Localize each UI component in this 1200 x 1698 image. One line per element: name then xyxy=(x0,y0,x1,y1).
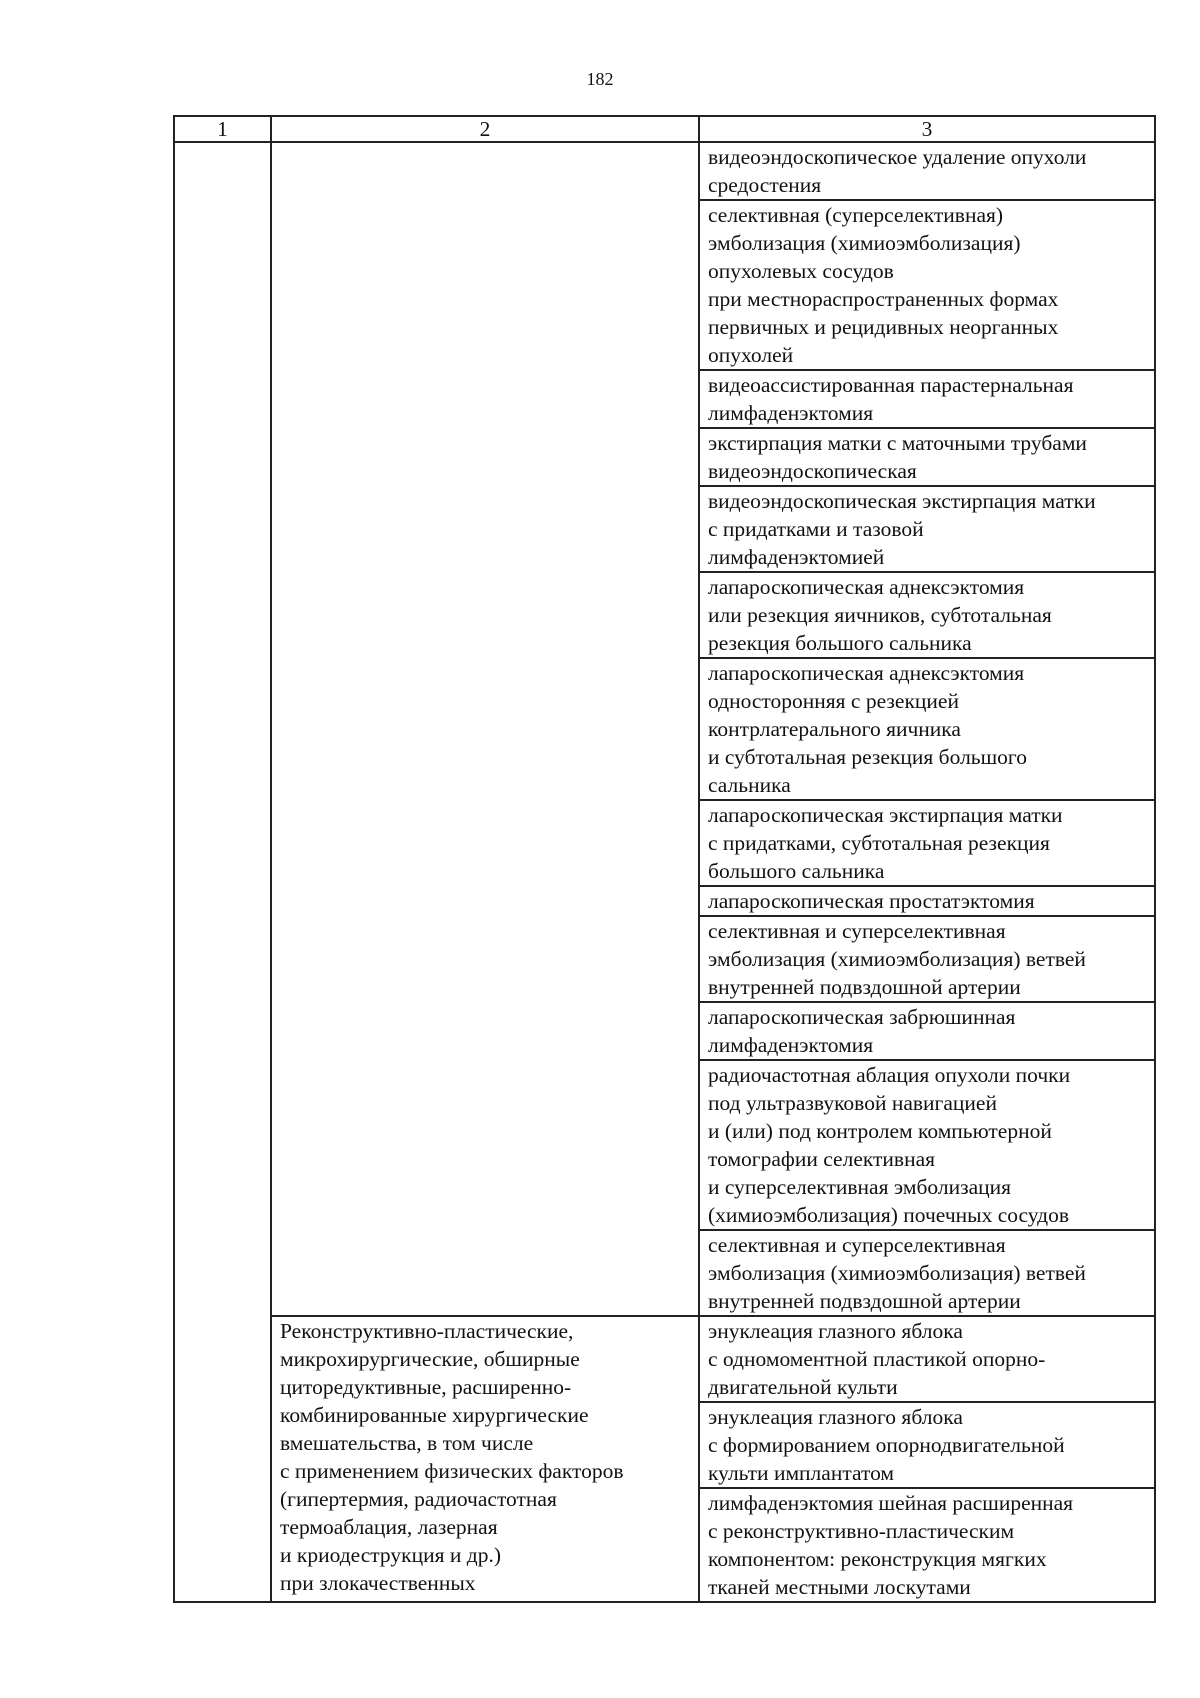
procedures-table xyxy=(173,115,1156,1603)
procedure-cell: лапароскопическая забрюшинная лимфаденэктомия xyxy=(699,1002,1155,1060)
procedure-cell: видеоэндоскопическая экстирпация матки с придатками и тазовой лимфаденэктомией xyxy=(699,486,1155,572)
column-header-2: 2 xyxy=(271,116,699,142)
procedure-cell: селективная и суперселективная эмболизация (химиоэмболизация) ветвей внутренней подвздошной артерии xyxy=(699,1230,1155,1316)
procedure-cell: видеоассистированная парастернальная лимфаденэктомия xyxy=(699,370,1155,428)
intervention-description-cell: Реконструктивно-пластические, микрохирургические, обширные циторедуктивные, расширенно- комбинированные хирургические вмешательства, в том числе с применением физических факторов (гипертермия, радиочастотная термоаблация, лазерная и криодеструкция и др.) при злокачественных xyxy=(271,1316,699,1602)
table-row xyxy=(174,1316,1155,1402)
column-1-cell xyxy=(174,142,271,1602)
table-header-row xyxy=(174,116,1155,142)
procedure-cell: экстирпация матки с маточными трубами видеоэндоскопическая xyxy=(699,428,1155,486)
table-row xyxy=(174,142,1155,200)
page-number: 182 xyxy=(586,69,614,89)
procedure-cell: лапароскопическая аднексэктомия односторонняя с резекцией контрлатерального яичника и субтотальная резекция большого сальника xyxy=(699,658,1155,800)
procedure-cell: энуклеация глазного яблока с одномоментной пластикой опорно- двигательной культи xyxy=(699,1316,1155,1402)
procedure-cell: радиочастотная аблация опухоли почки под ультразвуковой навигацией и (или) под контролем компьютерной томографии селективная и суперселективная эмболизация (химиоэмболизация) почечных сосудов xyxy=(699,1060,1155,1230)
procedure-cell: лапароскопическая простатэктомия xyxy=(699,886,1155,916)
column-2-cell-empty xyxy=(271,142,699,1316)
procedure-cell: энуклеация глазного яблока с формированием опорнодвигательной культи имплантатом xyxy=(699,1402,1155,1488)
column-header-1: 1 xyxy=(174,116,271,142)
procedure-cell: лимфаденэктомия шейная расширенная с реконструктивно-пластическим компонентом: реконструкция мягких тканей местными лоскутами xyxy=(699,1488,1155,1602)
procedure-cell: лапароскопическая аднексэктомия или резекция яичников, субтотальная резекция большого сальника xyxy=(699,572,1155,658)
procedure-cell: селективная и суперселективная эмболизация (химиоэмболизация) ветвей внутренней подвздошной артерии xyxy=(699,916,1155,1002)
procedure-cell: селективная (суперселективная) эмболизация (химиоэмболизация) опухолевых сосудов при местнораспространенных формах первичных и рецидивных неорганных опухолей xyxy=(699,200,1155,370)
procedure-cell: лапароскопическая экстирпация матки с придатками, субтотальная резекция большого сальника xyxy=(699,800,1155,886)
column-header-3: 3 xyxy=(699,116,1155,142)
procedure-cell: видеоэндоскопическое удаление опухоли средостения xyxy=(699,142,1155,200)
